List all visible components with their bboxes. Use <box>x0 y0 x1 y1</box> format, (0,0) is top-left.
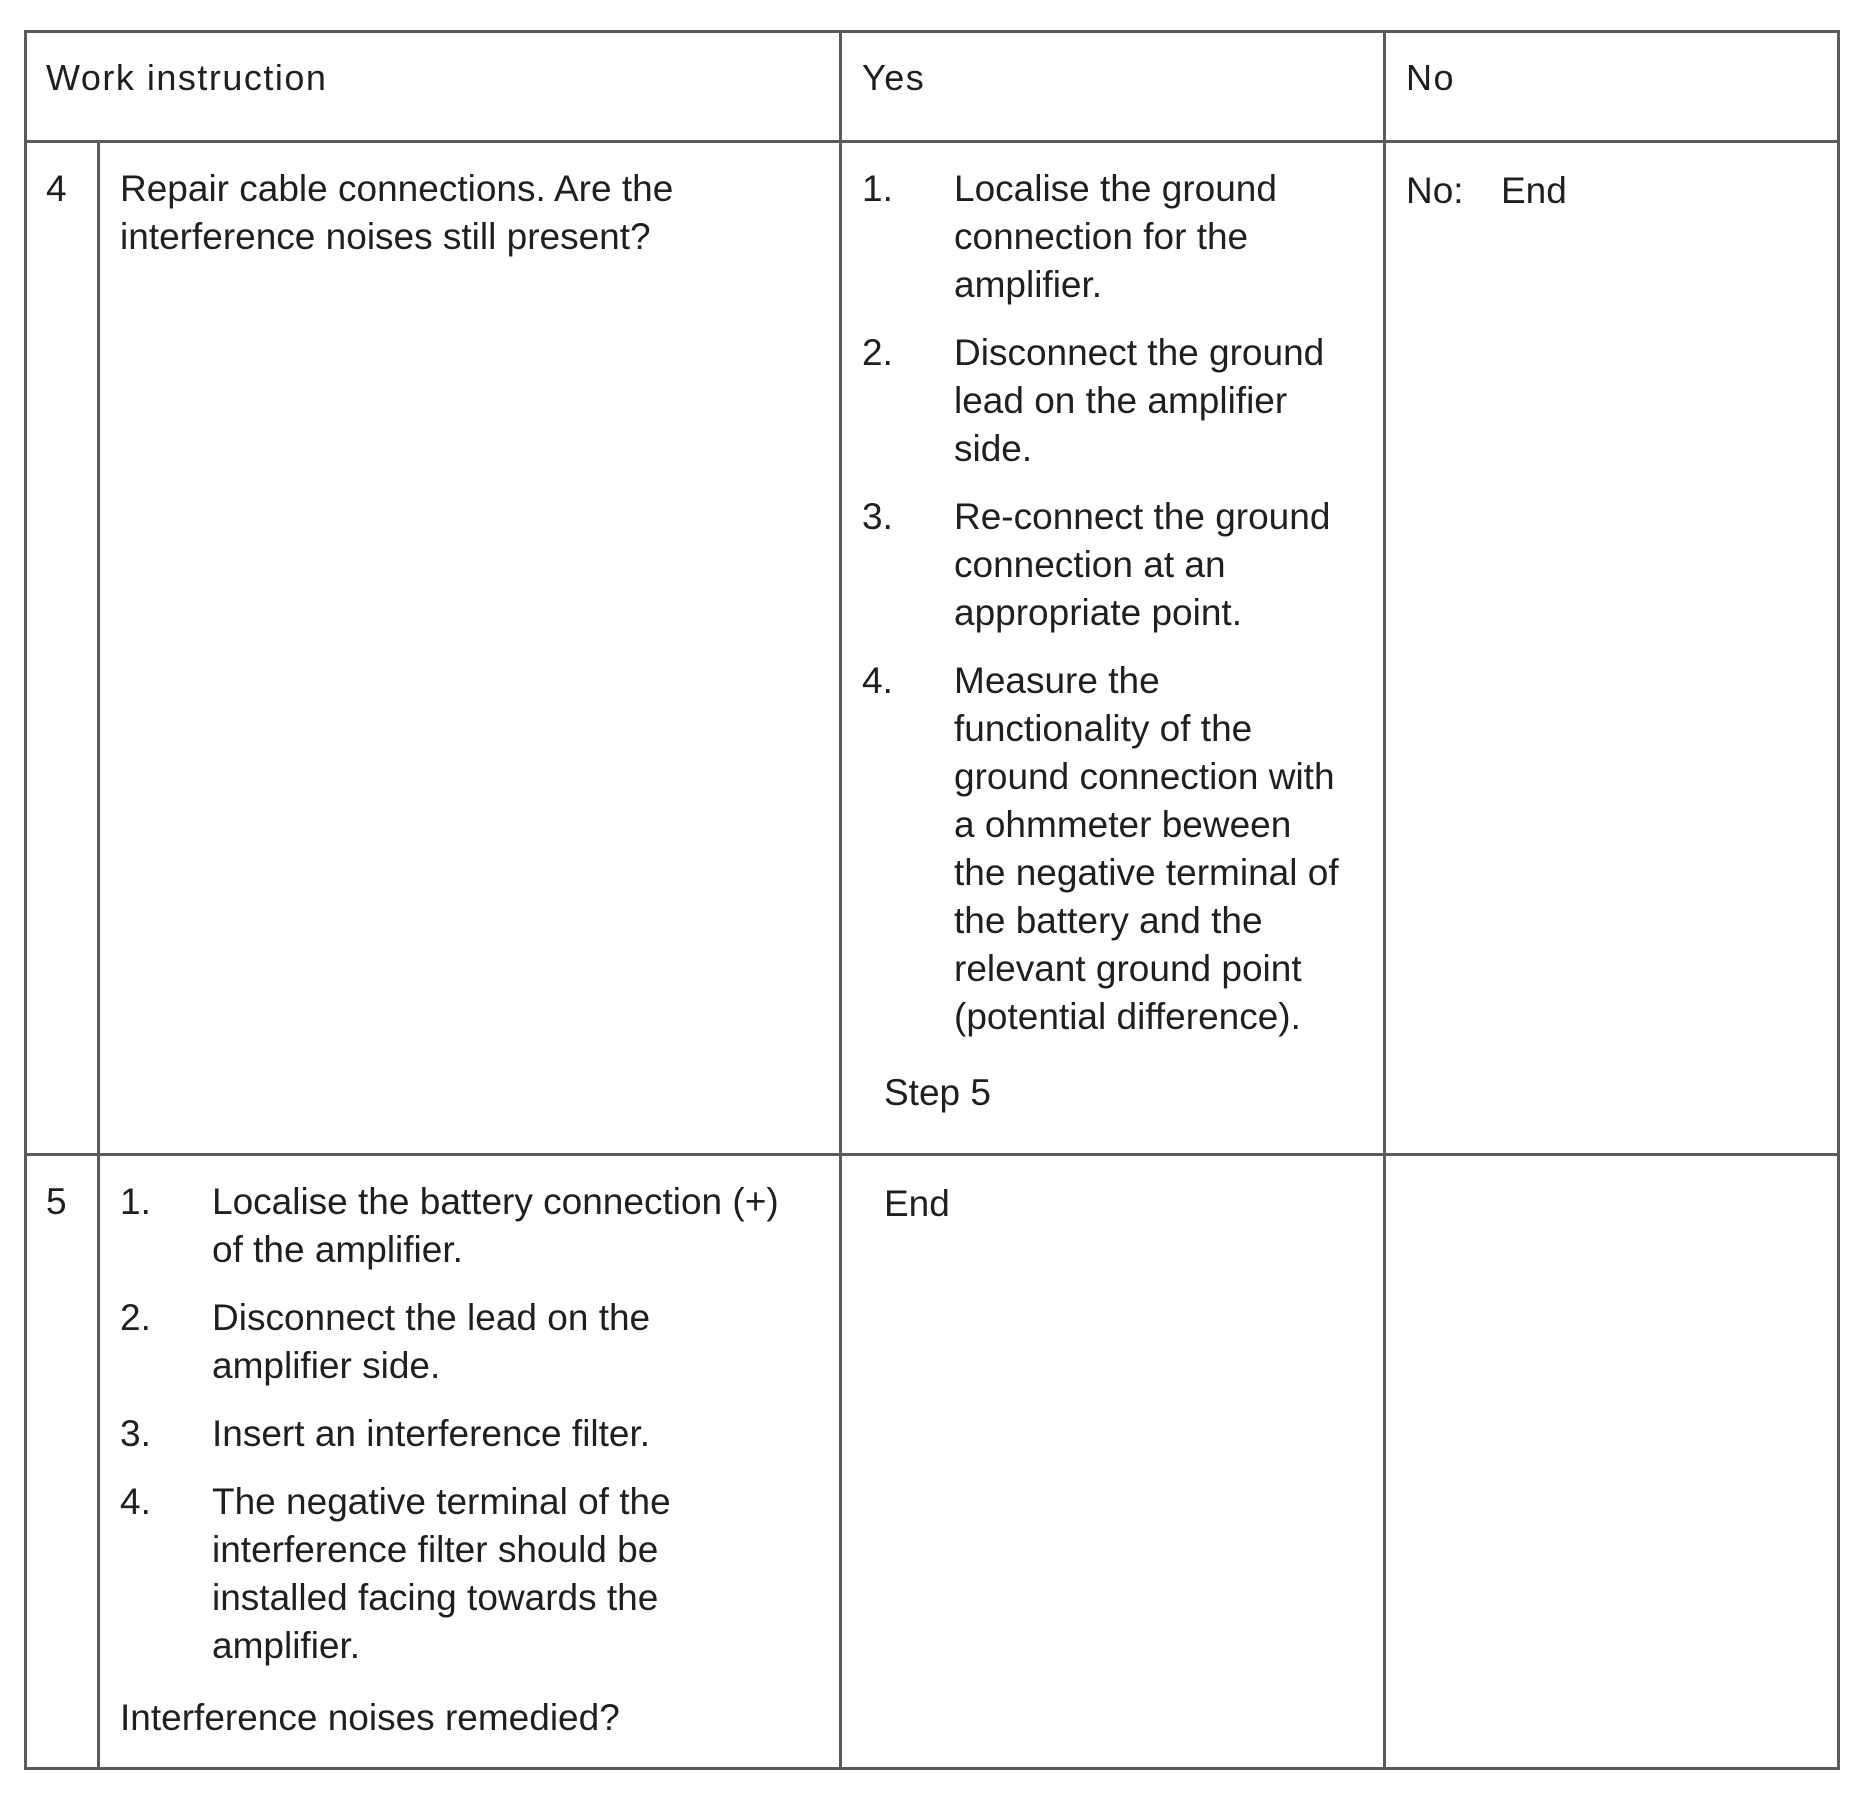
row4-yes-list-item-text: appropriate point. <box>954 592 1242 633</box>
header-yes: Yes <box>862 57 926 98</box>
row4-yes-list-item-number: 4. <box>862 660 893 701</box>
row5-instruction-list-item-number: 1. <box>120 1181 151 1222</box>
row4-yes-list-item-text: the battery and the <box>954 900 1263 941</box>
row4-yes-next-step: Step 5 <box>884 1072 991 1113</box>
yes-column-divider <box>839 30 842 1770</box>
row5-instruction-list-item <box>120 1178 779 1274</box>
row4-instruction-line-1: Repair cable connections. Are the <box>120 168 674 209</box>
row4-no-label: No: <box>1406 170 1464 211</box>
header-divider <box>24 140 1840 143</box>
row5-instruction-list-item-number: 4. <box>120 1481 151 1522</box>
row5-yes-value: End <box>884 1183 950 1224</box>
row5-instruction-list-item-text: of the amplifier. <box>212 1229 463 1270</box>
row4-yes-list-item-text: lead on the amplifier <box>954 380 1288 421</box>
row4-yes-list-item-text: functionality of the <box>954 708 1253 749</box>
row5-instruction-list-item-text: amplifier. <box>212 1625 361 1666</box>
row5-instruction-list <box>120 1178 779 1670</box>
row4-yes-list-item <box>862 165 1339 309</box>
row4-yes-list-item-number: 2. <box>862 332 893 373</box>
row4-no-value: End <box>1501 170 1567 211</box>
row4-yes-list-item-text: the negative terminal of <box>954 852 1339 893</box>
row5-instruction-list-item <box>120 1478 779 1670</box>
row5-instruction-list-item-text: installed facing towards the <box>212 1577 659 1618</box>
row5-instruction-list-item-number: 3. <box>120 1413 151 1454</box>
header-no: No <box>1406 57 1456 98</box>
no-column-divider <box>1383 30 1386 1770</box>
row5-instruction-list-item-text: Disconnect the lead on the <box>212 1297 651 1338</box>
step-number-5: 5 <box>46 1181 67 1222</box>
row5-instruction-list-item-text: Localise the battery connection (+) <box>212 1181 779 1222</box>
row4-yes-list-item-text: Localise the ground <box>954 168 1277 209</box>
row4-instruction-line-2: interference noises still present? <box>120 216 651 257</box>
row4-yes-list-item-text: connection at an <box>954 544 1226 585</box>
row4-yes-list-item-number: 3. <box>862 496 893 537</box>
row4-yes-list-item-text: amplifier. <box>954 264 1103 305</box>
row5-instruction-list-item-number: 2. <box>120 1297 151 1338</box>
row5-instruction-list-item-text: amplifier side. <box>212 1345 441 1386</box>
row4-yes-list <box>862 165 1339 1041</box>
row5-instruction-list-item <box>120 1410 779 1458</box>
row5-instruction-list-item-text: The negative terminal of the <box>212 1481 671 1522</box>
step-number-4: 4 <box>46 168 67 209</box>
row4-yes-list-item-text: ground connection with <box>954 756 1335 797</box>
step-column-divider <box>97 140 100 1770</box>
row4-yes-list-item <box>862 657 1339 1041</box>
row5-instruction-question: Interference noises remedied? <box>120 1697 620 1738</box>
header-work-instruction: Work instruction <box>46 57 328 98</box>
row4-yes-list-item <box>862 329 1339 473</box>
row5-instruction-list-item-text: Insert an interference filter. <box>212 1413 651 1454</box>
row-divider <box>24 1153 1840 1156</box>
row4-yes-list-item-text: connection for the <box>954 216 1249 257</box>
row4-yes-list-item-text: Measure the <box>954 660 1160 701</box>
row4-yes-list-item <box>862 493 1339 637</box>
row4-yes-list-item-text: Re-connect the ground <box>954 496 1331 537</box>
row5-instruction-list-item-text: interference filter should be <box>212 1529 659 1570</box>
row4-yes-list-item-text: (potential difference). <box>954 996 1301 1037</box>
row5-instruction-list-item <box>120 1294 779 1390</box>
row4-yes-list-item-text: Disconnect the ground <box>954 332 1325 373</box>
row4-yes-list-item-text: relevant ground point <box>954 948 1302 989</box>
row4-yes-list-item-number: 1. <box>862 168 893 209</box>
row4-yes-list-item-text: a ohmmeter beween <box>954 804 1292 845</box>
row4-yes-list-item-text: side. <box>954 428 1033 469</box>
